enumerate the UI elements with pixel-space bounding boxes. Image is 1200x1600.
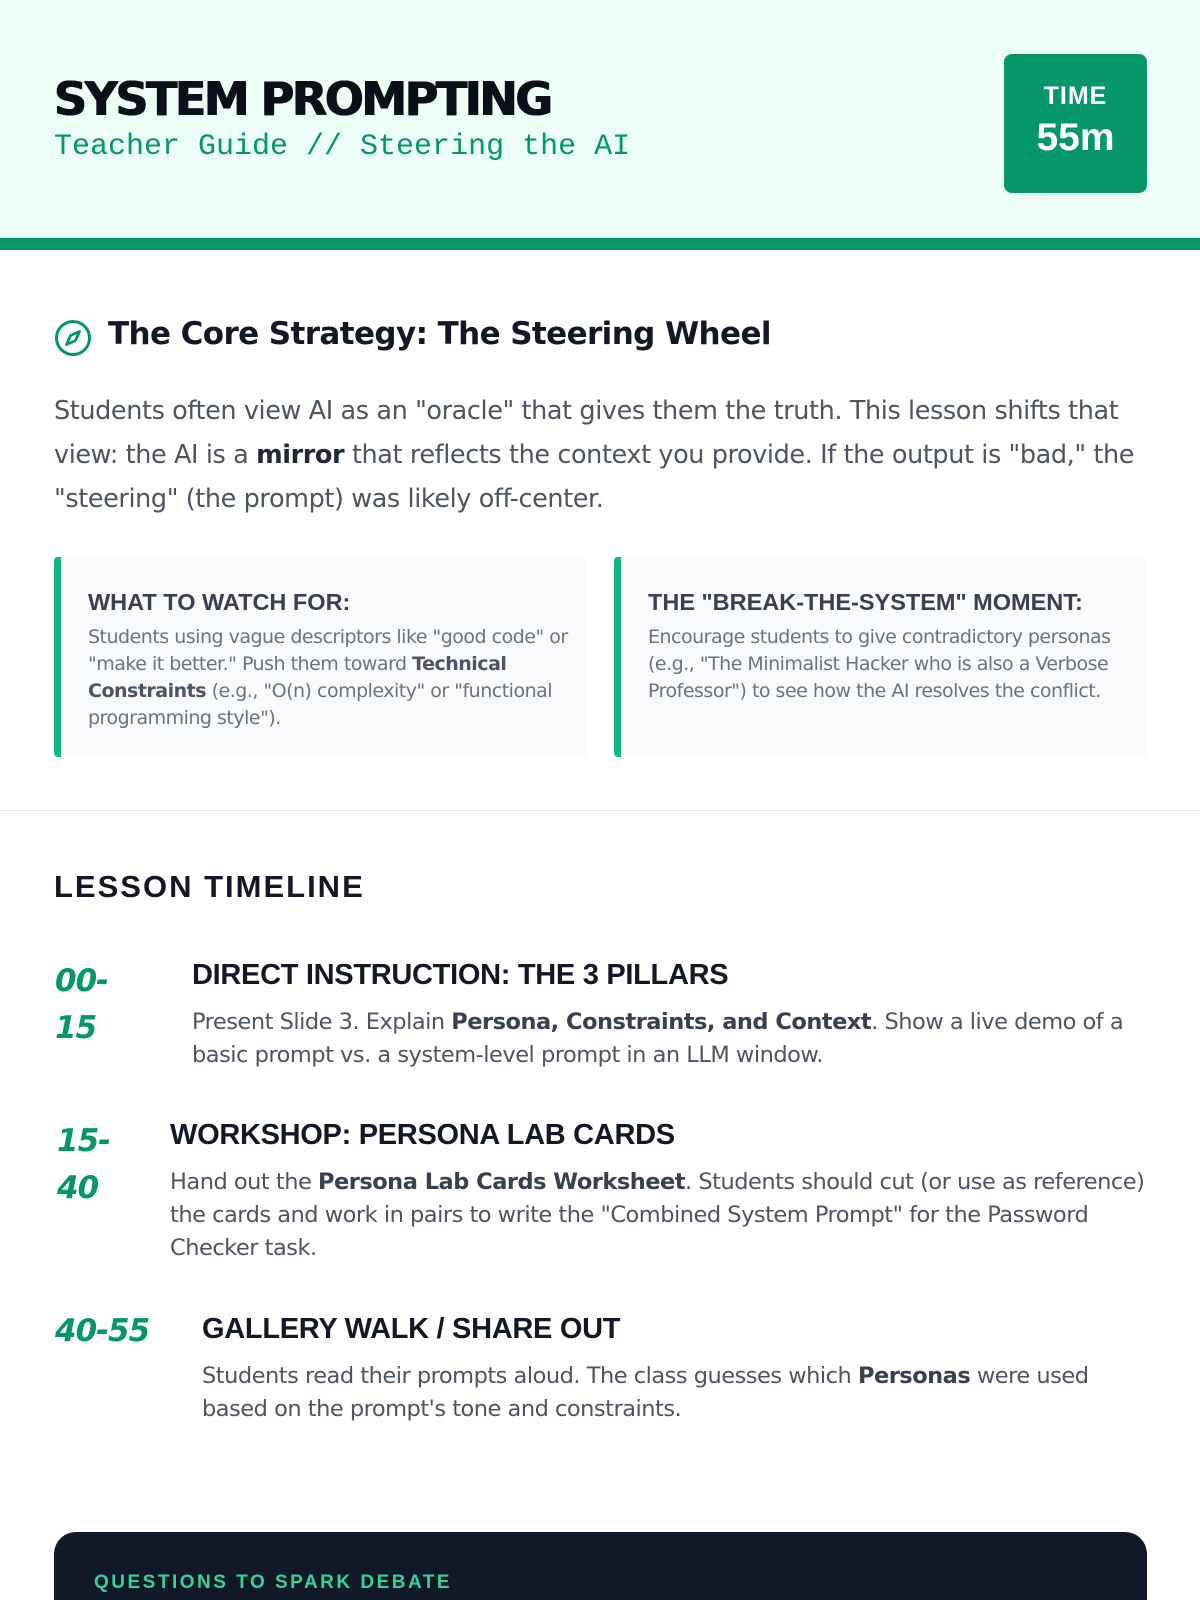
timeline-desc-1-text-1: Present Slide 3. Explain [192,1009,452,1035]
timeline-time-3: 40-55 [55,1313,150,1349]
timeline-desc-1-bold: Persona, Constraints, and Context [451,1009,872,1035]
timeline-desc-3-bold: Personas [857,1363,971,1389]
time-badge [1004,54,1147,193]
timeline-desc-1 [192,1006,1127,1072]
timeline-time-2-start: 15- [57,1123,111,1159]
break-system-body: Encourage students to give contradictory personas (e.g., "The Minimalist Hacker who is also a Verbose Professor") to see how the AI resolves the conflict. [648,626,1111,702]
timeline-desc-1-text-2: . Show a live demo of a basic prompt vs. a system-level prompt in an LLM window. [192,1009,1124,1068]
time-value: 55m [1036,116,1115,159]
strategy-heading: The Core Strategy: The Steering Wheel [108,316,771,352]
page-header [0,0,1200,250]
timeline-desc-3-text-2: were used based on the prompt's tone and constraints. [202,1363,1089,1422]
timeline-heading: LESSON TIMELINE [54,869,365,904]
watch-for-card [54,557,587,757]
watch-for-body [88,624,568,732]
timeline-desc-2-text-2: . Students should cut (or use as reference) the cards and work in pairs to write the "Combined System Prompt" for the Password Checker task. [170,1169,1145,1261]
timeline-time-1-end: 15 [55,1010,97,1046]
strategy-intro [54,389,1154,521]
watch-for-bold: Technical Constraints [88,653,507,702]
timeline-time-2 [57,1118,110,1212]
intro-bold: mirror [256,440,345,470]
timeline-desc-2-bold: Persona Lab Cards Worksheet [317,1169,686,1195]
timeline-desc-3 [202,1360,1137,1426]
page-subtitle: Teacher Guide // Steering the AI [54,130,631,164]
compass-icon [54,319,92,357]
break-system-card [614,557,1147,757]
time-label: TIME [1043,82,1108,110]
timeline-time-1-start: 00- [55,963,109,999]
timeline-title-1: DIRECT INSTRUCTION: THE 3 PILLARS [192,959,729,991]
timeline-desc-2 [170,1166,1150,1265]
timeline-title-3: GALLERY WALK / SHARE OUT [202,1313,621,1345]
timeline-time-2-end: 40 [57,1170,99,1206]
break-system-title: THE "BREAK-THE-SYSTEM" MOMENT: [648,589,1083,615]
watch-for-title: WHAT TO WATCH FOR: [88,589,351,615]
timeline-time-1 [55,958,108,1052]
intro-text-1: Students often view AI as an "oracle" that gives them the truth. This lesson shifts that view: the AI is a [54,396,1119,470]
page-title: SYSTEM PROMPTING [54,72,551,126]
intro-text-2: that reflects the context you provide. If the output is "bad," the "steering" (the prompt) was likely off-center. [54,440,1135,514]
timeline-desc-2-text-1: Hand out the [170,1169,318,1195]
timeline-desc-3-text-1: Students read their prompts aloud. The class guesses which [202,1363,858,1389]
timeline-title-2: WORKSHOP: PERSONA LAB CARDS [170,1119,675,1151]
watch-for-text-1: Students using vague descriptors like "good code" or "make it better." Push them toward [88,626,568,675]
watch-for-text-2: (e.g., "O(n) complexity" or "functional programming style"). [88,680,553,729]
debate-panel [54,1532,1147,1600]
debate-label: QUESTIONS TO SPARK DEBATE [94,1572,453,1593]
